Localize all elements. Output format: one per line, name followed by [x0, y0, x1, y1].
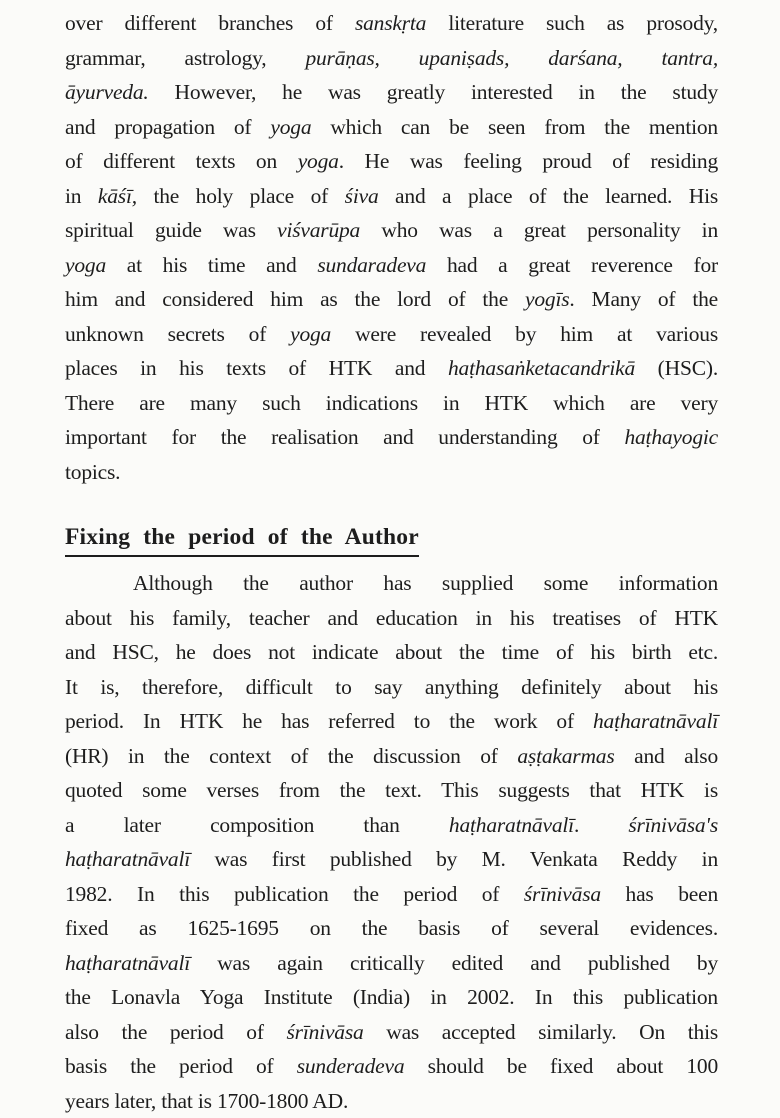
text-line: [65, 317, 718, 352]
text-segment: . He was feeling proud of residing: [339, 149, 718, 173]
text-segment: literature such as prosody,: [426, 11, 718, 35]
text-segment: him and considered him as the lord of the: [65, 287, 525, 311]
text-line: [65, 41, 718, 76]
text-segment-italic: yoga: [65, 253, 106, 277]
text-segment: It is, therefore, difficult to say anything definitely about his: [65, 675, 718, 699]
text-line: [65, 1049, 718, 1084]
text-line: [65, 704, 718, 739]
text-segment: has been: [601, 882, 718, 906]
text-line: [65, 911, 718, 946]
text-segment: about his family, teacher and education in his treatises of HTK: [65, 606, 718, 630]
text-segment-italic: aṣṭakarmas: [517, 744, 614, 768]
text-segment: at his time and: [106, 253, 317, 277]
text-segment-italic: śrīnivāsa: [287, 1020, 364, 1044]
text-segment-italic: śrīnivāsa's: [628, 813, 718, 837]
text-segment-italic: śrīnivāsa: [524, 882, 601, 906]
paragraph-fixing-the-period: [65, 566, 718, 1118]
text-segment: who was a great personality in: [360, 218, 718, 242]
text-segment-italic: sanskṛta: [355, 11, 426, 35]
text-segment-italic: purāṇas, upaniṣads, darśana, tantra,: [305, 46, 718, 70]
text-segment-italic: haṭhasaṅketacandrikā: [448, 356, 635, 380]
text-line: [65, 635, 718, 670]
text-line: [65, 670, 718, 705]
section-heading-text: Fixing the period of the Author: [65, 520, 419, 557]
text-segment: the Lonavla Yoga Institute (India) in 2002. In this publication: [65, 985, 718, 1009]
text-line: [65, 213, 718, 248]
text-segment: (HSC).: [635, 356, 718, 380]
text-segment-italic: sunderadeva: [297, 1054, 405, 1078]
text-segment: However, he was greatly interested in the study: [149, 80, 718, 104]
text-segment: which can be seen from the mention: [311, 115, 718, 139]
text-segment: Although the author has supplied some information: [133, 571, 718, 595]
text-line: [65, 980, 718, 1015]
text-line: [65, 1084, 718, 1118]
text-segment-italic: yogīs: [525, 287, 569, 311]
text-segment: and a place of the learned. His: [379, 184, 719, 208]
text-line: [65, 739, 718, 774]
text-segment-italic: sundaradeva: [317, 253, 426, 277]
text-segment: important for the realisation and understanding of: [65, 425, 624, 449]
text-segment-italic: yoga: [298, 149, 339, 173]
text-segment: topics.: [65, 460, 120, 484]
text-line: [65, 773, 718, 808]
text-line: [65, 282, 718, 317]
section-heading: [65, 520, 718, 557]
text-segment: years later, that is 1700-1800 AD.: [65, 1089, 348, 1113]
text-segment: .: [574, 813, 628, 837]
text-segment-italic: haṭharatnāvalī: [65, 847, 190, 871]
text-segment: and also: [615, 744, 718, 768]
text-segment: (HR) in the context of the discussion of: [65, 744, 517, 768]
text-segment-italic: yoga: [290, 322, 331, 346]
text-line: [65, 110, 718, 145]
text-line: [65, 179, 718, 214]
text-line: [65, 1015, 718, 1050]
text-segment-italic: haṭharatnāvalī: [65, 951, 190, 975]
text-segment: 1982. In this publication the period of: [65, 882, 524, 906]
text-segment: was again critically edited and published by: [190, 951, 718, 975]
text-segment: of different texts on: [65, 149, 298, 173]
text-line: [65, 144, 718, 179]
text-segment-italic: viśvarūpa: [277, 218, 360, 242]
text-segment: and propagation of: [65, 115, 270, 139]
text-segment: basis the period of: [65, 1054, 297, 1078]
text-line: [65, 386, 718, 421]
text-segment: a later composition than: [65, 813, 449, 837]
text-segment-italic: haṭhayogic: [624, 425, 718, 449]
text-segment: in: [65, 184, 98, 208]
text-segment-italic: haṭharatnāvalī: [449, 813, 574, 837]
paragraph-continued-from-previous-page: [65, 6, 718, 489]
text-segment: also the period of: [65, 1020, 287, 1044]
text-segment-italic: āyurveda.: [65, 80, 149, 104]
text-segment-italic: haṭharatnāvalī: [593, 709, 718, 733]
text-segment: spiritual guide was: [65, 218, 277, 242]
text-line: [65, 566, 718, 601]
text-segment-italic: yoga: [270, 115, 311, 139]
text-segment: was first published by M. Venkata Reddy in: [190, 847, 718, 871]
text-segment: quoted some verses from the text. This suggests that HTK is: [65, 778, 718, 802]
text-line: [65, 946, 718, 981]
text-segment: fixed as 1625-1695 on the basis of several evidences.: [65, 916, 718, 940]
text-segment: period. In HTK he has referred to the work of: [65, 709, 593, 733]
text-line: [65, 808, 718, 843]
text-line: [65, 842, 718, 877]
text-segment: over different branches of: [65, 11, 355, 35]
text-line: [65, 877, 718, 912]
text-segment: were revealed by him at various: [331, 322, 718, 346]
text-line: [65, 75, 718, 110]
text-line: [65, 420, 718, 455]
page-text-column: [65, 6, 718, 1118]
text-segment-italic: śiva: [345, 184, 379, 208]
text-line: [65, 6, 718, 41]
text-line: [65, 455, 718, 490]
text-segment: was accepted similarly. On this: [364, 1020, 718, 1044]
text-line: [65, 351, 718, 386]
text-segment: . Many of the: [569, 287, 718, 311]
text-segment: unknown secrets of: [65, 322, 290, 346]
text-segment: had a great reverence for: [426, 253, 718, 277]
text-segment: places in his texts of HTK and: [65, 356, 448, 380]
text-line: [65, 248, 718, 283]
text-line: [65, 601, 718, 636]
text-segment: grammar, astrology,: [65, 46, 305, 70]
text-segment: should be fixed about 100: [404, 1054, 718, 1078]
text-segment: There are many such indications in HTK which are very: [65, 391, 718, 415]
text-segment-italic: kāśī,: [98, 184, 137, 208]
text-segment: the holy place of: [137, 184, 345, 208]
text-segment: and HSC, he does not indicate about the time of his birth etc.: [65, 640, 718, 664]
